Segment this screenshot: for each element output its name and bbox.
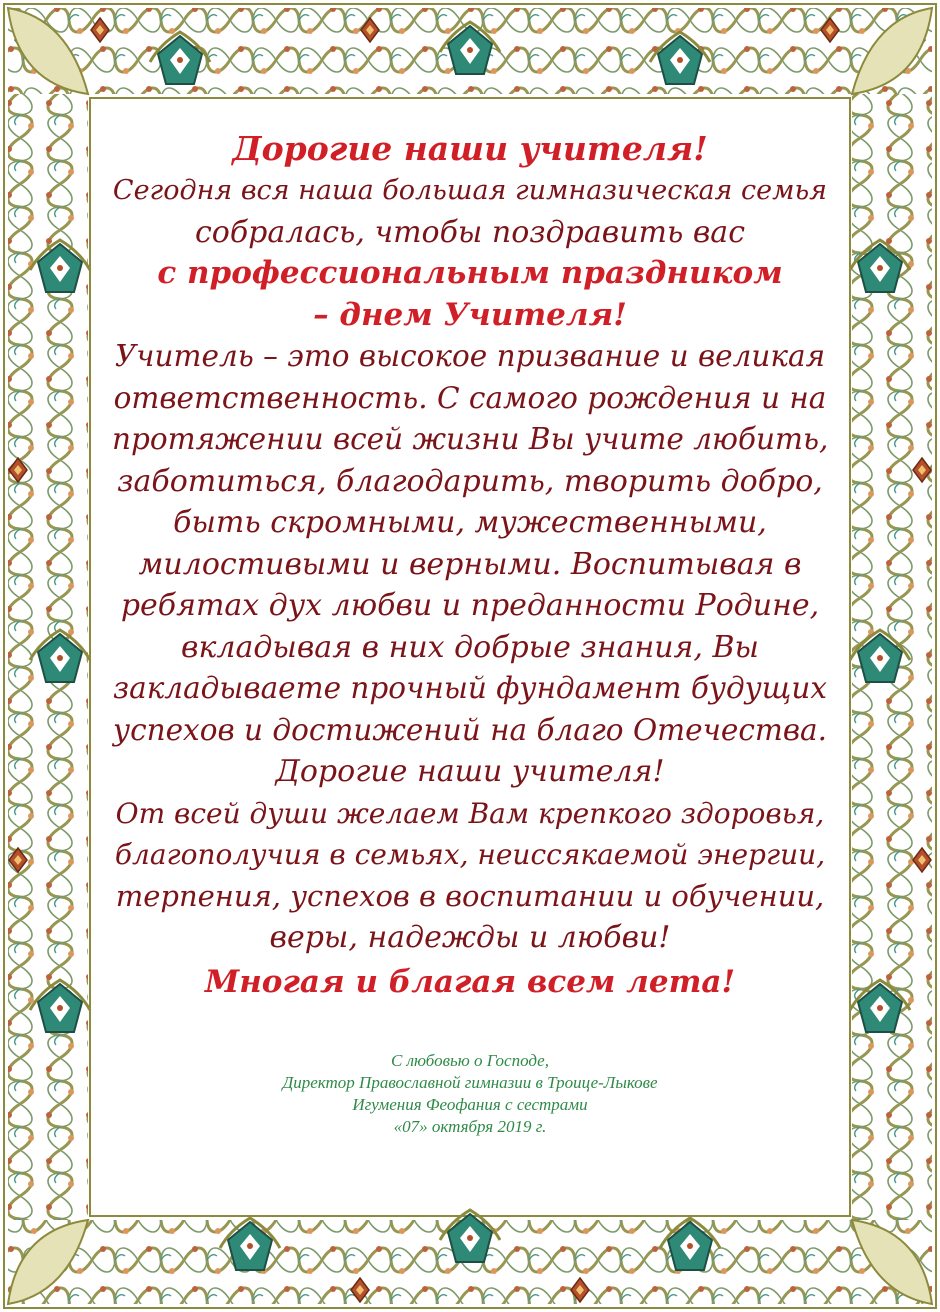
body-line: успехов и достижений на благо Отечества. [112,712,828,747]
body-line: ребятах дух любви и преданности Родине, [120,588,820,623]
body-line: благополучия в семьях, неиссякаемой энергии, [114,838,826,871]
signature-block [112,1050,828,1138]
body-line: протяжении всей жизни Вы учите любить, [112,422,829,456]
holiday-line: – днем Учителя! [313,296,627,333]
body-line: вкладывая в них добрые знания, Вы [181,629,759,665]
letter-body [112,128,828,1005]
body-line: От всей души желаем Вам крепкого здоровья, [115,796,825,830]
body-line: заботиться, благодарить, творить добро, [117,463,823,499]
body-line: Дорогие наши учителя! [275,754,665,789]
body-line: милостивыми и верными. Воспитывая в [138,546,802,582]
letter-greeting: Дорогие наши учителя! [232,129,708,168]
holiday-line: с профессиональным праздником [157,255,783,291]
body-line: терпения, успехов в воспитании и обучении, [115,878,825,913]
signature-line: Директор Православной гимназии в Троице-Лыкове [282,1073,658,1092]
body-line: веры, надежды и любви! [269,920,671,955]
signature-line: С любовью о Господе, [391,1051,549,1070]
intro-line: собралась, чтобы поздравить вас [194,214,745,250]
body-line: ответственность. С самого рождения и на [113,380,827,415]
closing-wish: Многая и благая всем лета! [204,963,736,1000]
signature-line: Игумения Феофания с сестрами [352,1095,588,1114]
body-line: Учитель – это высокое призвание и великая [114,339,826,373]
body-line: быть скромными, мужественными, [173,505,767,540]
intro-line: Сегодня вся наша большая гимназическая семья [112,175,828,206]
body-line: закладываете прочный фундамент будущих [113,671,827,705]
signature-date: «07» октября 2019 г. [393,1117,547,1136]
